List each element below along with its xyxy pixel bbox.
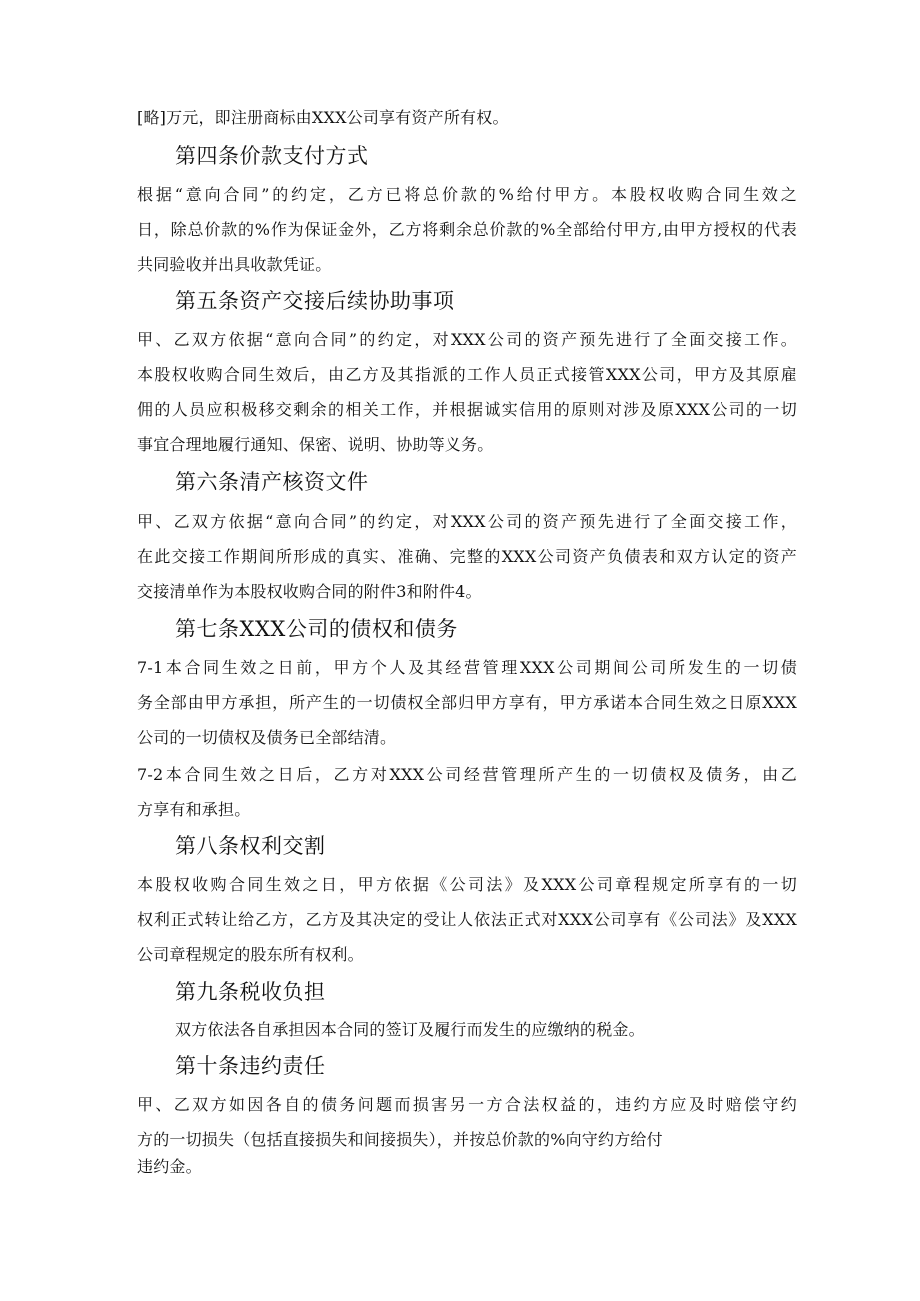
article-7-line-4: 7-2本合同生效之日后，乙方对XXX公司经营管理所产生的一切债权及债务，由乙 — [137, 765, 797, 784]
article-7-line-3: 公司的一切债权及债务已全部结清。 — [137, 728, 397, 747]
article-6-line-1: 甲、乙双方依据“意向合同”的约定，对XXX公司的资产预先进行了全面交接工作， — [137, 512, 797, 531]
intro-line: [略]万元，即注册商标由XXX公司享有资产所有权。 — [137, 108, 509, 127]
article-6-heading: 第六条清产核资文件 — [175, 470, 369, 494]
article-6-line-3: 交接清单作为本股权收购合同的附件3和附件4。 — [137, 582, 482, 601]
article-5-line-4: 事宜合理地履行通知、保密、说明、协助等义务。 — [137, 435, 494, 454]
article-7-line-1: 7-1本合同生效之日前，甲方个人及其经营管理XXX公司期间公司所发生的一切债 — [137, 658, 797, 677]
article-5-line-3: 佣的人员应积极移交剩余的相关工作，并根据诚实信用的原则对涉及原XXX公司的一切 — [137, 400, 797, 419]
article-7-line-2: 务全部由甲方承担，所产生的一切债权全部归甲方享有，甲方承诺本合同生效之日原XXX — [137, 693, 797, 712]
article-10-heading: 第十条违约责任 — [175, 1054, 326, 1078]
article-7-heading: 第七条XXX公司的债权和债务 — [175, 617, 458, 641]
article-5-heading: 第五条资产交接后续协助事项 — [175, 289, 455, 313]
article-4-line-1: 根据“意向合同”的约定，乙方已将总价款的%给付甲方。本股权收购合同生效之 — [137, 185, 797, 204]
article-5-line-1: 甲、乙双方依据“意向合同”的约定，对XXX公司的资产预先进行了全面交接工作。 — [137, 330, 797, 349]
article-8-line-2: 权利正式转让给乙方，乙方及其决定的受让人依法正式对XXX公司享有《公司法》及XXX — [137, 910, 797, 929]
article-10-line-2: 方的一切损失（包括直接损失和间接损失），并按总价款的%向守约方给付 — [137, 1130, 663, 1149]
article-9-heading: 第九条税收负担 — [175, 980, 326, 1004]
article-8-heading: 第八条权利交割 — [175, 834, 326, 858]
article-10-line-3: 违约金。 — [137, 1157, 202, 1176]
article-4-line-2: 日，除总价款的%作为保证金外，乙方将剩余总价款的%全部给付甲方,由甲方授权的代表 — [137, 220, 797, 239]
article-10-line-1: 甲、乙双方如因各自的债务问题而损害另一方合法权益的，违约方应及时赔偿守约 — [137, 1095, 797, 1114]
article-9-line-1: 双方依法各自承担因本合同的签订及履行而发生的应缴纳的税金。 — [175, 1020, 645, 1039]
article-8-line-3: 公司章程规定的股东所有权利。 — [137, 945, 364, 964]
article-6-line-2: 在此交接工作期间所形成的真实、准确、完整的XXX公司资产负债表和双方认定的资产 — [137, 547, 797, 566]
article-4-heading: 第四条价款支付方式 — [175, 144, 369, 168]
article-4-line-3: 共同验收并出具收款凭证。 — [137, 255, 332, 274]
article-5-line-2: 本股权收购合同生效后，由乙方及其指派的工作人员正式接管XXX公司，甲方及其原雇 — [137, 365, 797, 384]
article-7-line-5: 方享有和承担。 — [137, 800, 251, 819]
article-8-line-1: 本股权收购合同生效之日，甲方依据《公司法》及XXX公司章程规定所享有的一切 — [137, 875, 797, 894]
